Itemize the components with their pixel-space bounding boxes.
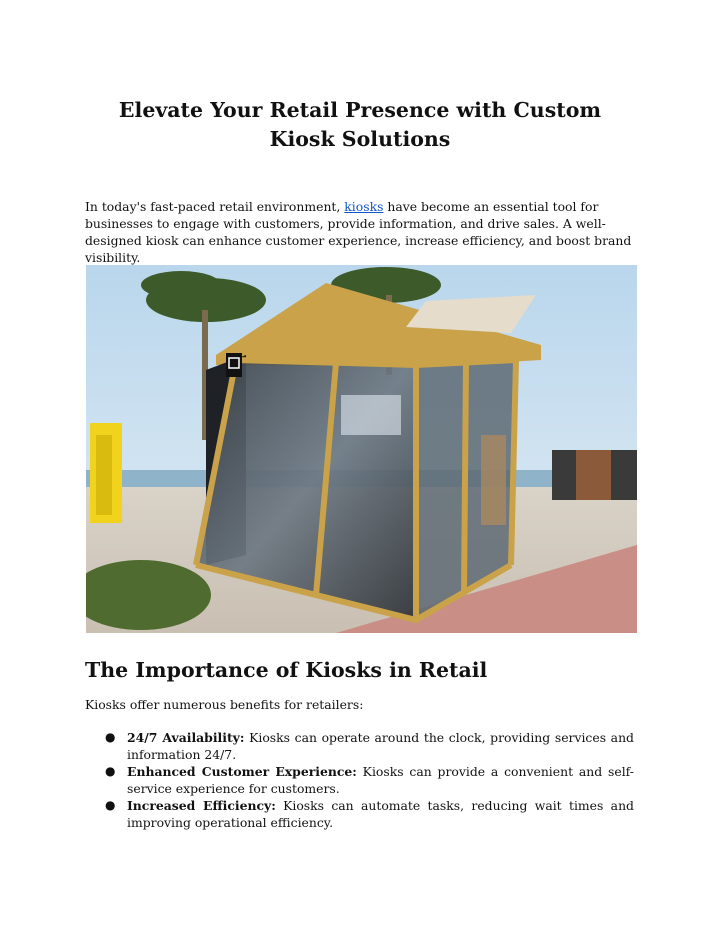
intro-paragraph xyxy=(85,198,635,266)
bullet-text: Kiosks can operate around the clock, providing services and information 24/7. xyxy=(127,730,634,762)
kiosk-photo xyxy=(86,265,637,633)
intro-text-after: have become an essential tool for businesses to engage with customers, provide information, and drive sales. A well-designed kiosk can enhance customer experience, increase efficiency, and boost brand visibility. xyxy=(85,199,632,265)
section-heading: The Importance of Kiosks in Retail xyxy=(85,658,488,682)
glass-kiosk-photo-icon xyxy=(86,265,637,633)
bullet-icon: ● xyxy=(105,730,116,744)
kiosks-link[interactable]: kiosks xyxy=(344,199,384,214)
intro-text-before: In today's fast-paced retail environment, xyxy=(85,199,345,214)
page-title: Elevate Your Retail Presence with Custom Kiosk Solutions xyxy=(118,98,602,151)
bullet-text: Kiosks can automate tasks, reducing wait times and improving operational efficiency. xyxy=(127,798,634,830)
list-item xyxy=(105,797,634,831)
bullet-icon: ● xyxy=(105,798,116,812)
bullet-icon: ● xyxy=(105,764,116,778)
list-item xyxy=(105,729,634,763)
section-lead: Kiosks offer numerous benefits for retailers: xyxy=(85,697,364,712)
list-item xyxy=(105,763,634,797)
bullet-term: 24/7 Availability: xyxy=(127,730,245,745)
bullet-term: Increased Efficiency: xyxy=(127,798,276,813)
benefits-list xyxy=(105,729,634,831)
bullet-text: Kiosks can provide a convenient and self-service experience for customers. xyxy=(127,764,634,796)
bullet-term: Enhanced Customer Experience: xyxy=(127,764,357,779)
